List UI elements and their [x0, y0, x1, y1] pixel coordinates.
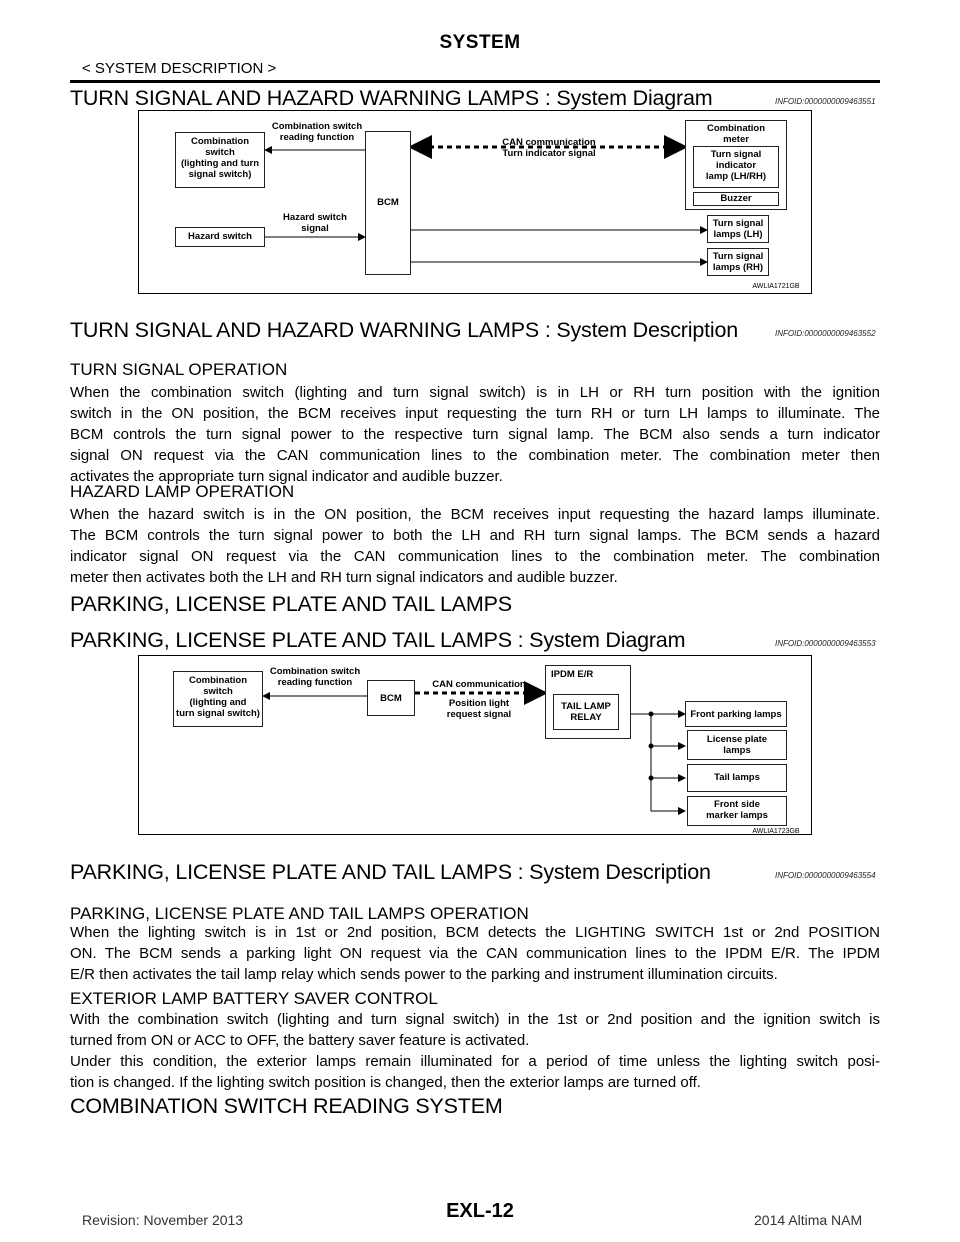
- heading-parking-diagram: PARKING, LICENSE PLATE AND TAIL LAMPS : System Diagram: [70, 628, 686, 652]
- infoid-4: INFOID:0000000009463554: [775, 871, 876, 880]
- infoid-2: INFOID:0000000009463552: [775, 329, 876, 338]
- p-can-label: CAN communication: [432, 679, 526, 690]
- front-parking-label: Front parking lamps: [690, 709, 782, 720]
- page-code: EXL-12: [446, 1200, 514, 1222]
- bcm-label: BCM: [377, 197, 399, 208]
- turn-signal-system-diagram: [138, 110, 812, 294]
- header-rule: [70, 80, 880, 83]
- combination-meter-label: Combination meter: [706, 123, 766, 145]
- footer-model: 2014 Altima NAM: [754, 1212, 863, 1228]
- turn-signal-operation-text: When the combination switch (lighting and turn signal switch) is in LH or RH turn position with the ignition switch in the ON position, the BCM receives input requesting the turn RH or turn LH lamps to illuminate. The BCM controls the turn signal power to the respective turn signal lamp. The BCM also sends a turn indicator signal ON request via the CAN communication lines to the combination meter. The combination meter then activates the appropriate turn signal indicator and audible buzzer.: [70, 384, 880, 485]
- heading-turn-diagram: TURN SIGNAL AND HAZARD WARNING LAMPS : System Diagram: [70, 86, 713, 110]
- infoid-3: INFOID:0000000009463553: [775, 639, 876, 648]
- footer-revision: Revision: November 2013: [82, 1212, 244, 1228]
- diagram-code-2: AWLIA1723GB: [752, 828, 800, 835]
- hazard-signal-label: Hazard switch signal: [283, 212, 347, 234]
- heading-combination-switch-reading: COMBINATION SWITCH READING SYSTEM: [70, 1094, 503, 1118]
- ipdm-label: IPDM E/R: [551, 669, 594, 680]
- page-title: SYSTEM: [439, 32, 521, 53]
- combination-switch-label: Combination switch (lighting and turn signal switch): [180, 136, 260, 180]
- license-plate-label: License plate lamps: [706, 734, 768, 756]
- p-position-label: Position light request signal: [446, 698, 512, 720]
- parking-operation-title: PARKING, LICENSE PLATE AND TAIL LAMPS OPERATION: [70, 904, 529, 923]
- hazard-lamp-operation-text: When the hazard switch is in the ON position, the BCM receives input requesting the hazard lamps illuminate. The BCM controls the turn signal power to both the LH and RH turn signal lamps. The BCM sends a hazard indicator signal ON request via the CAN communication lines to the combination meter. The combination meter then activates both the LH and RH turn signal indicators and audible buzzer.: [70, 506, 880, 586]
- combo-reading-label: Combination switch reading function: [271, 121, 363, 143]
- p-combo-reading-label: Combination switch reading function: [269, 666, 361, 688]
- diagram-code-1: AWLIA1721GB: [752, 283, 800, 290]
- turn-signal-operation-title: TURN SIGNAL OPERATION: [70, 360, 288, 379]
- tail-lamp-relay-label: TAIL LAMP RELAY: [561, 701, 611, 723]
- front-side-marker-label: Front side marker lamps: [706, 799, 768, 821]
- can-label: CAN communication Turn indicator signal: [502, 137, 596, 159]
- p-bcm-label: BCM: [380, 693, 402, 704]
- tail-lamps-label: Tail lamps: [714, 772, 760, 783]
- buzzer-label: Buzzer: [720, 193, 752, 204]
- heading-parking-description: PARKING, LICENSE PLATE AND TAIL LAMPS : System Description: [70, 860, 711, 884]
- battery-saver-text: With the combination switch (lighting and turn signal switch) in the 1st or 2nd position and the ignition switch is turned from ON or ACC to OFF, the battery saver feature is activated. Under this condition, the exterior lamps remain illuminated for a period of time unless the lighting switch posi- tion is changed. If the lighting switch position is changed, then the exterior lamps are turned off.: [70, 1011, 880, 1091]
- lamps-lh-label: Turn signal lamps (LH): [712, 218, 764, 240]
- heading-turn-description: TURN SIGNAL AND HAZARD WARNING LAMPS : System Description: [70, 318, 738, 342]
- hazard-switch-label: Hazard switch: [188, 231, 252, 242]
- lamps-rh-label: Turn signal lamps (RH): [712, 251, 764, 273]
- battery-saver-title: EXTERIOR LAMP BATTERY SAVER CONTROL: [70, 989, 438, 1008]
- p-combination-switch-label: Combination switch (lighting and turn signal switch): [176, 675, 260, 719]
- hazard-lamp-operation-title: HAZARD LAMP OPERATION: [70, 482, 295, 501]
- heading-parking-lamps: PARKING, LICENSE PLATE AND TAIL LAMPS: [70, 592, 512, 616]
- infoid-1: INFOID:0000000009463551: [775, 97, 876, 106]
- turn-indicator-label: Turn signal indicator lamp (LH/RH): [705, 149, 767, 182]
- section-label: < SYSTEM DESCRIPTION >: [82, 60, 277, 77]
- parking-lamps-system-diagram: [138, 655, 812, 835]
- parking-operation-text: When the lighting switch is in 1st or 2nd position, BCM detects the LIGHTING SWITCH 1st or 2nd POSITION ON. The BCM sends a parking light ON request via the CAN communication lines to the IPDM E/R. The IPDM E/R then activates the tail lamp relay which sends power to the parking and instrument illumination circuits.: [70, 924, 880, 983]
